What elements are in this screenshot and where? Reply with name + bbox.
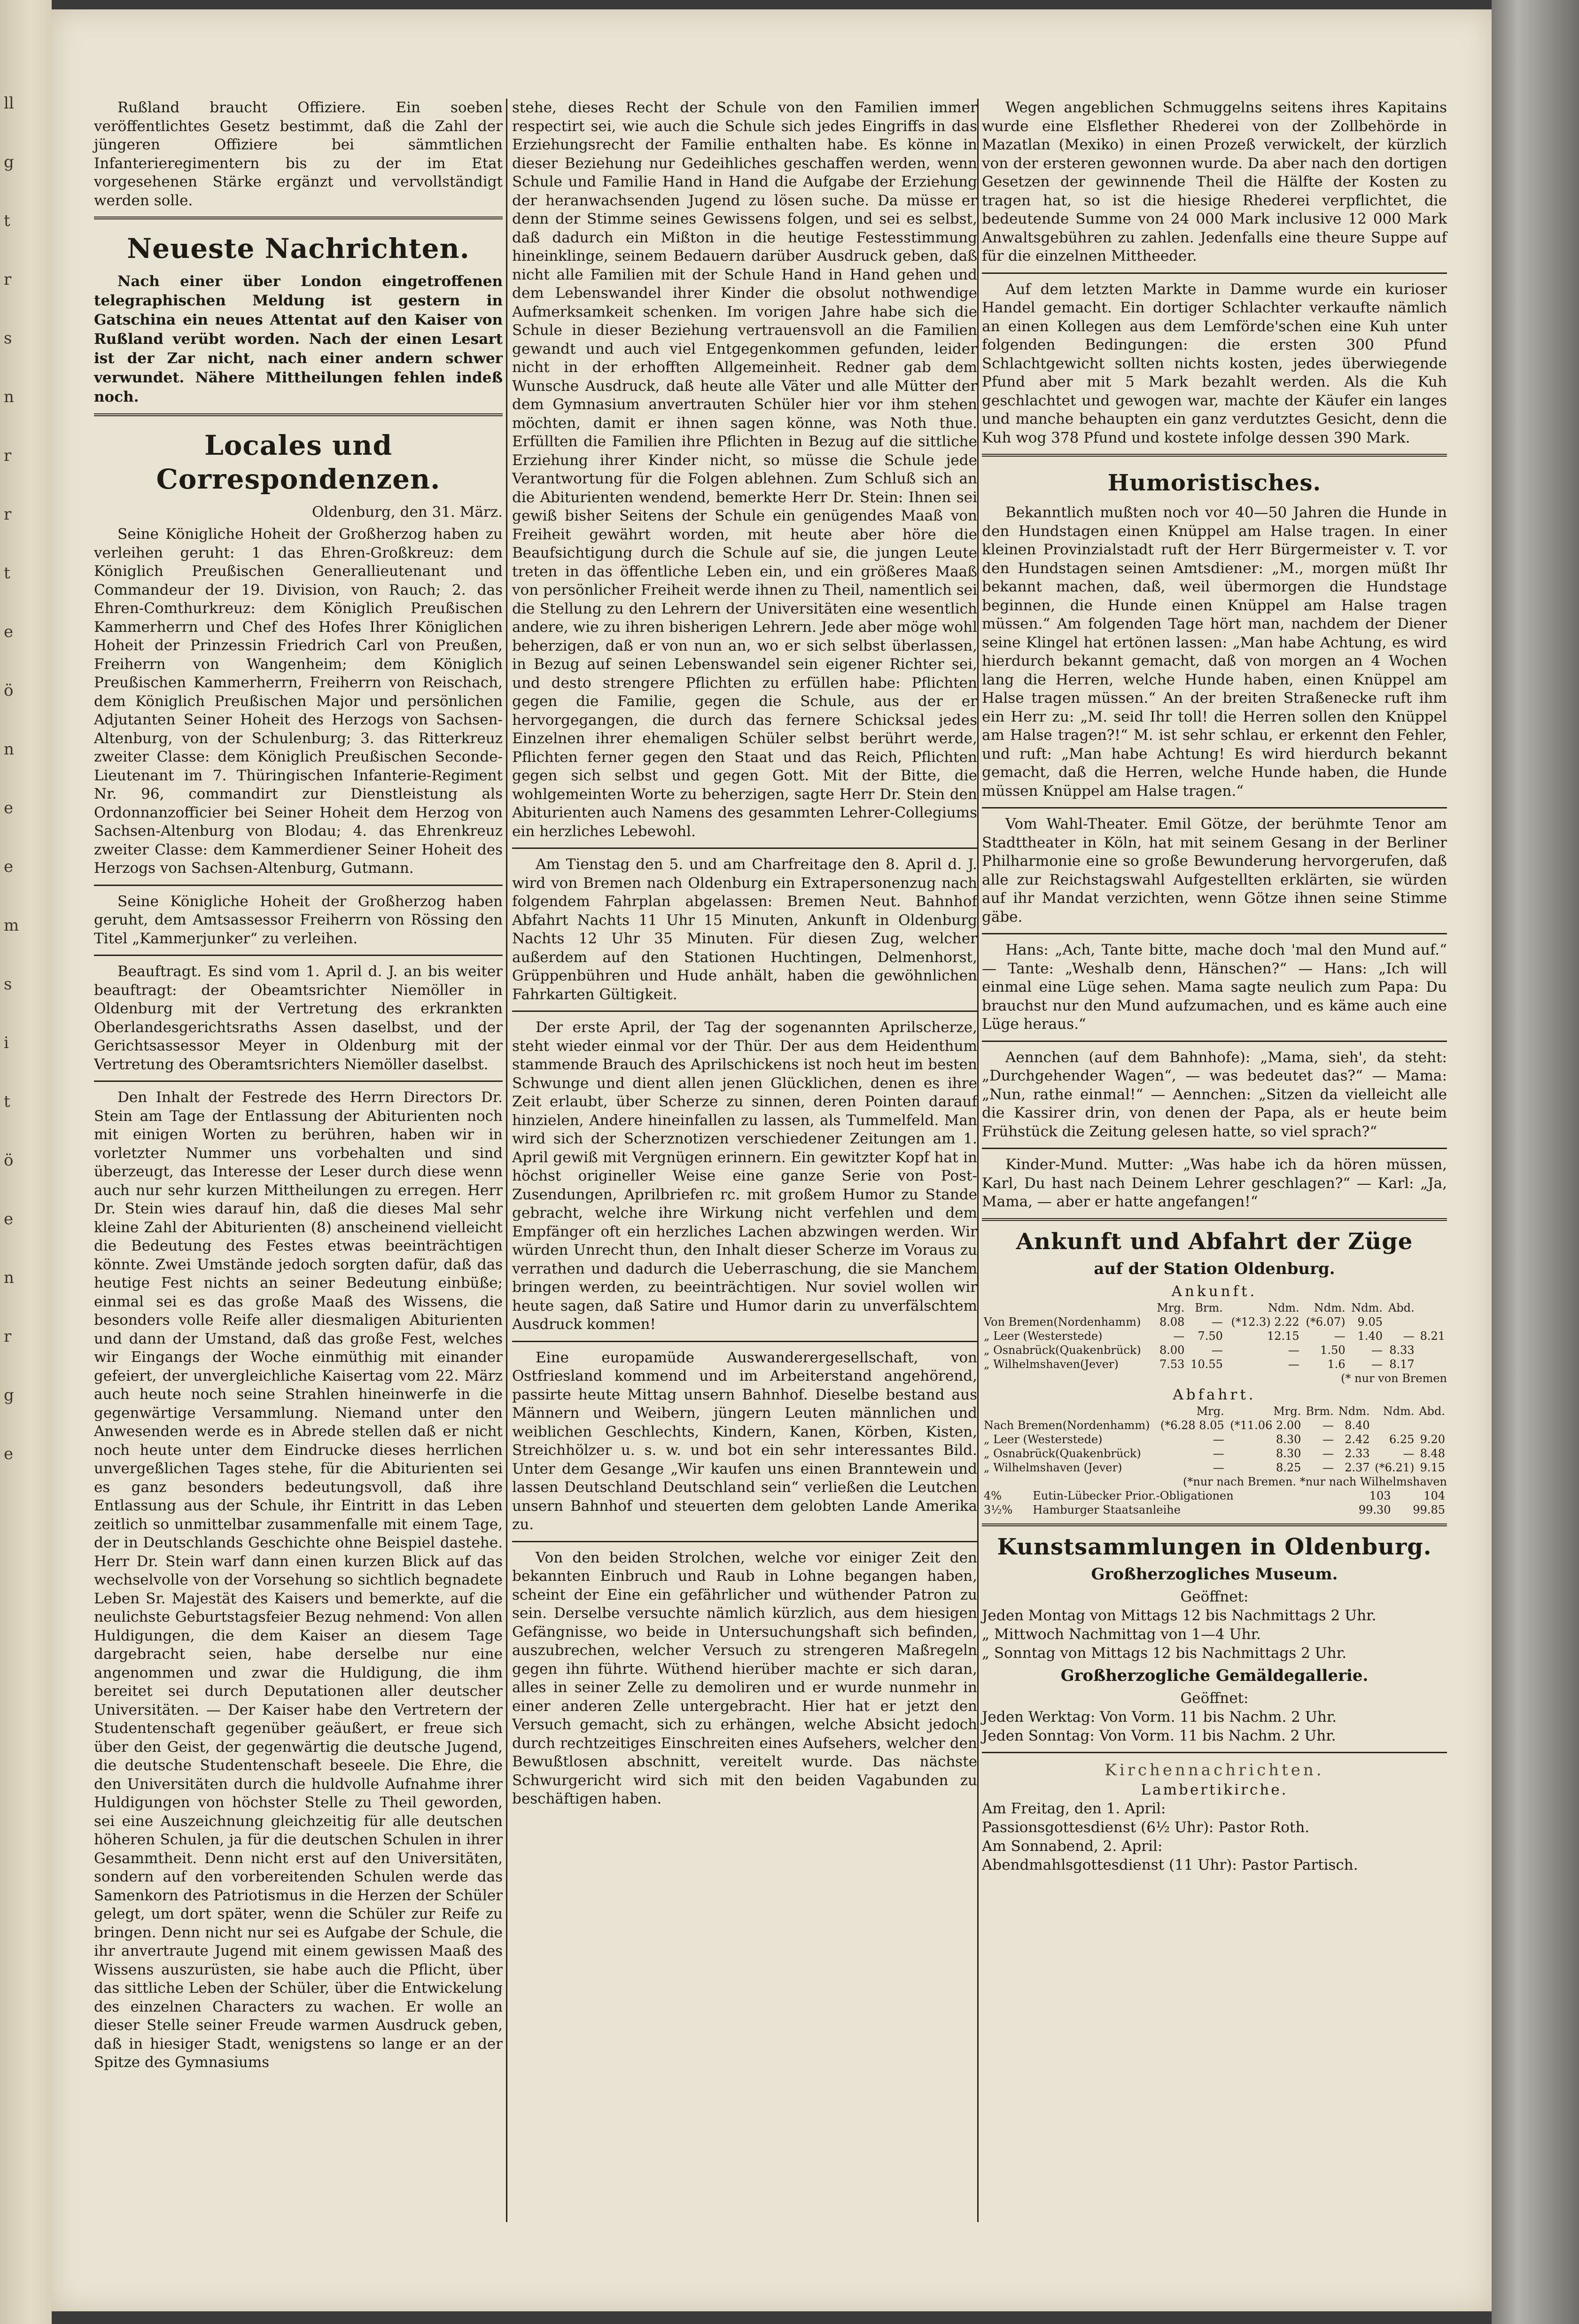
article-festrede-continued: stehe, dieses Recht der Schule von den Familien immer respectirt sei, wie auch die Schule sich jedes Eingriffs in das Erziehungsrecht der Familie enthalten habe. Es könne in dieser Beziehung nur Gedeihliches geschaffen werden, wenn Schule und Familie Hand in Hand die Aufgabe der Erziehung der heranwachsenden Jugend zu lösen suche. Da müsse er denn der Stimme seines Gewissens folgen, und sei es selbst, daß dadurch ein Mißton in die heutige Festesstimmung hineinklinge, seinem Bedauern darüber Ausdruck geben, daß nicht alle Familien mit der Schule Hand in Hand gehen und dem Lebenswandel ihrer Kinder die obsolut nothwendige Aufmerksamkeit schenken. Im vorigen Jahre habe sich die Schule in dieser Beziehung vertrauensvoll an die Familien gewandt und auch viel Entgegenkommen gefunden, leider nicht in der erhofften Allgemeinheit. Redner gab dem Wunsche Ausdruck, daß heute alle Väter und alle Mütter der dem Gymnasium anvertrauten Schüler hier vor ihm stehen möchten, damit er ihnen sagen könne, was Noth thue. Erfüllten die Familien ihre Pflichten in Bezug auf die sittliche Erziehung ihrer Kinder nicht, so müsse die Schule jede Verantwortung für die Folgen ablehnen. Zum Schluß sich an die Abiturienten wendend, bemerkte Herr Dr. Stein: Ihnen sei gewiß bisher Seitens der Schule ein genügendes Maaß von Freiheit gewährt worden, mit heute aber höre die Beaufsichtigung durch die Schule auf sie, die jungen Leute treten in das öffentliche Leben ein, und ein größeres Maaß von persönlicher Freiheit werde ihnen zu Theil, namentlich sei die Stellung zu den Lehrern der Universitäten eine wesentlich andere, wie zu ihren bisherigen Lehrern. Jede aber möge wohl beherzigen, daß er von nun an, wo er sich selbst überlassen, in Bezug auf seinen Lebenswandel sein eigener Richter sei, und desto strengere Pflichten zu erfüllen habe: Pflichten gegen die Familie, gegen die Schule, aus der er hervorgegangen, die durch das fernere Schicksal jedes Einzelnen ihrer ehemaligen Schüler selbst berührt werde, Pflichten ferner gegen den Staat und das Reich, Pflichten gegen sich selbst und gegen Gott. Mit der Bitte, die wohlgemeinten Worte zu beherzigen, sagte Herr Dr. Stein den Abiturienten auch Namens des gesammten Lehrer-Collegiums ein herzliches Lebewohl. [512, 99, 977, 840]
adjacent-page-fragment: t [4, 211, 10, 230]
divider [982, 1523, 1447, 1526]
subheading-station: auf der Station Oldenburg. [1094, 1259, 1335, 1278]
adjacent-page-fragment: n [4, 388, 14, 406]
bond-cell: 99.30 [1358, 1503, 1391, 1516]
timetable-header-cell: Ndm. [1383, 1404, 1415, 1418]
article-kammerjunker: Seine Königliche Hoheit der Großherzog haben geruht, dem Amtsassessor Freiherrn von Rössing den Titel „Kammerjunker“ zu verleihen. [94, 893, 503, 947]
timetable-time: (*6.07) [1306, 1315, 1346, 1329]
timetable-time: — [1173, 1329, 1185, 1343]
arrival-timetable [982, 1301, 1447, 1371]
timetable-header [982, 1404, 1447, 1418]
timetable-station: „ Osnabrück(Quakenbrück) [984, 1343, 1141, 1357]
timetable-time: 7.50 [1198, 1329, 1223, 1343]
adjacent-page-fragment: e [4, 857, 14, 876]
museum-hours-line: „ Mittwoch Nachmittag von 1—4 Uhr. [982, 1625, 1261, 1643]
column-rule-1 [506, 99, 507, 2222]
timetable-station: „ Leer (Westerstede) [984, 1329, 1103, 1343]
divider [94, 1080, 503, 1082]
timetable-time: (*11.06 2.00 [1230, 1418, 1301, 1432]
bond-cell: Eutin-Lübecker Prior.-Obligationen [1033, 1489, 1234, 1502]
divider [512, 1341, 977, 1342]
church-service-line: Am Sonnabend, 2. April: [982, 1837, 1163, 1855]
article-festrede: Den Inhalt der Festrede des Herrn Directors Dr. Stein am Tage der Entlassung der Abiturienten noch mit einigen Worten zu berühren, haben wir in vorletzter Nummer uns vorbehalten und sind überzeugt, das Interesse der Leser durch diese wenn auch nur sehr kurzen Mittheilungen zu erregen. Herr Dr. Stein wies darauf hin, daß die dieses Mal sehr kleine Zahl der Abiturienten (8) anscheinend vielleicht die Bedeutung des Festes etwas beeinträchtigen könnte. Zwei Umstände jedoch sorgten dafür, daß das heutige Fest nichts an seiner Bedeutung einbüße; einmal sei es das große Maaß des Wissens, die besonders volle Reife aller diesmaligen Abiturienten und dann der Umstand, daß das große Fest, welches wir Eingangs der Woche einmüthig mit einander gefeiert, der unvergleichliche Kaisertag vom 22. März auch heute noch seine Strahlen hineinwerfe in die gegenwärtige Versammlung. Niemand unter den Anwesenden werde es in Abrede stellen daß er nicht noch heute unter dem Eindrucke dieses herrlichen unvergeßlichen Tages stehe, für die Abiturienten sei es ganz besonders bedeutungsvoll, daß ihre Entlassung aus der Schule, ihr Eintritt in das Leben zeitlich so unmittelbar zusammenfalle mit einem Tage, der in Deutschlands Geschichte ohne Beispiel dastehe. Herr Dr. Stein warf dann einen kurzen Blick auf das wechselvolle von der Vorsehung so sichtlich begnadete Leben Sr. Majestät des Kaisers und bemerkte, auf die neulichste Geburtstagsfeier Bezug nehmend: Von allen Huldigungen, die dem Kaiser an diesem Tage dargebracht seien, habe derselbe nur eine angenommen und zwar die Huldigung, die ihm bereitet sei durch Deputationen aller deutscher Universitäten. — Der Kaiser habe den Vertretern der Studentenschaft gegenüber geäußert, er freue sich über den Geist, der gegenwärtig die deutsche Jugend, die deutsche Studentenschaft beseele. Die Ehre, die den Universitäten durch die huldvolle Aufnahme ihrer Huldigungen von höchster Stelle zu Theil geworden, sei eine Auszeichnung gleichzeitig für alle deutschen höheren Schulen, ja für die deutschen Schulen in ihrer Gesammtheit. Denn nicht erst auf den Universitäten, sondern auf den vorbereitenden Schulen werde das Samenkorn des Patriotismus in die Herzen der Schüler gelegt, um dort später, wenn die Schüler zur Reife zu bringen. Denn nicht nur sei es Aufgabe der Schule, die ihr anvertraute Jugend mit einem gewissen Maaß des Wissens auszurüsten, sie habe auch die Pflicht, über das sittliche Leben der Schüler, über die Entwickelung des einzelnen Characters zu wachen. Er wolle an dieser Stelle seiner Freude warmen Ausdruck geben, daß in hiesiger Stadt, wenigstens so lange er an der Spitze des Gymnasiums [94, 1089, 503, 2071]
heading-gemaeldegallerie: Großherzogliche Gemäldegallerie. [1060, 1666, 1369, 1685]
article-strolche: Von den beiden Strolchen, welche vor einiger Zeit den bekannten Einbruch und Raub in Lohne begangen haben, scheint der Eine ein gefährlicher und wüthender Patron zu sein. Derselbe versuchte nämlich kürzlich, aus dem hiesigen Gefängnisse, wo beide in Untersuchungshaft sich befinden, auszubrechen, welcher Versuch zu strengeren Maßregeln gegen ihn führte. Wüthend hierüber machte er sich daran, alles in seiner Zelle zu demoliren und er wurde nunmehr in einer anderen Zelle untergebracht. Hier hat er jetzt den Versuch gemacht, sich zu erhängen, welche Absicht jedoch durch rechtzeitiges Einschreiten eines Aufsehers, welcher den Bewußtlosen abschnitt, vereitelt wurde. Das nächste Schwurgericht wird sich mit den beiden Vagabunden zu beschäftigen haben. [512, 1549, 977, 1807]
adjacent-page-fragment: n [4, 740, 14, 759]
timetable-time: — [1371, 1343, 1383, 1357]
church-services [982, 1799, 1447, 1874]
timetable-time: — [1211, 1315, 1223, 1329]
timetable-header-cell: Mrg. [1273, 1404, 1301, 1418]
departure-row [982, 1418, 1447, 1432]
divider [94, 217, 503, 219]
departure-row [982, 1446, 1447, 1461]
timetable-time: 9.15 [1420, 1461, 1445, 1474]
divider [982, 1041, 1447, 1042]
divider [94, 955, 503, 956]
timetable-time: 8.48 [1420, 1446, 1445, 1460]
timetable-time: 8.33 [1389, 1343, 1415, 1357]
article-aprilscherze: Der erste April, der Tag der sogenannten Aprilscherze, steht wieder einmal vor der Thür. Der aus dem Heidenthum stammende Brauch des Aprilschickens ist noch heut im besten Schwunge und dient allen jenen Glücklichen, denen es ihre Zeit erlaubt, über Scherze zu sinnen, deren Pointen darauf hinzielen, Andere hineinfallen zu lassen, als Tummelfeld. Man wird sich der Scherznotizen verschiedener Zeitungen am 1. April gewiß mit Vergnügen erinnern. Ein gewitzter Kopf hat in höchst origineller Weise eine ganze Serie von Post-Zusendungen, Aprilbriefen rc. mit großem Humor zu Stande gebracht, welche ihre Wirkung nicht verfehlen und dem Empfänger oft ein herzliches Lachen abzwingen werden. Wir würden Unrecht thun, den Inhalt dieser Scherze im Voraus zu verrathen und dadurch die Ueberraschung, die sie Manchem bringen werden, zu beeinträchtigen. Nur soviel wollen wir heute sagen, daß Satire und Humor darin zu unverfälschtem Ausdruck kommen! [512, 1019, 977, 1333]
timetable-time: 9.20 [1420, 1432, 1445, 1446]
timetable-time: — [1322, 1446, 1334, 1460]
timetable-time: 10.55 [1190, 1357, 1223, 1371]
article-extrazug: Am Tienstag den 5. und am Charfreitage den 8. April d. J. wird von Bremen nach Oldenburg ein Extrapersonenzug nach folgendem Fahrplan abgelassen: Bremen Neut. Bahnhof Abfahrt Nachts 11 Uhr 15 Minuten, Ankunft in Oldenburg Nachts 12 Uhr 35 Minuten. Für diesen Zug, welcher außerdem auf den Stationen Huchtingen, Delmenhorst, Grüppenbühren und Hude anhält, haben die gewöhnlichen Fahrkarten Gültigkeit. [512, 856, 977, 1003]
timetable-time: (*12.3) 2.22 [1231, 1315, 1299, 1329]
timetable-time: 8.30 [1276, 1446, 1301, 1460]
label-geoeffnet: Geöffnet: [1180, 1689, 1249, 1707]
subheading-lambertikirche: Lambertikirche. [1141, 1781, 1288, 1798]
divider [982, 1752, 1447, 1753]
arrival-row [982, 1315, 1447, 1329]
label-abfahrt: Abfahrt. [1173, 1386, 1256, 1403]
church-service-line: Am Freitag, den 1. April: [982, 1800, 1166, 1817]
dateline: Oldenburg, den 31. März. [311, 504, 503, 521]
timetable-time: 1.6 [1327, 1357, 1346, 1371]
timetable-time: 8.21 [1420, 1329, 1445, 1343]
timetable-header-cell: Abd. [1419, 1404, 1445, 1418]
divider [512, 847, 977, 849]
heading-museum: Großherzogliches Museum. [1091, 1564, 1338, 1584]
bond-cell: 3½% [984, 1503, 1013, 1516]
timetable-time: — [1213, 1461, 1224, 1474]
column-3 [982, 99, 1447, 1874]
church-service-line: Abendmahlsgottesdienst (11 Uhr): Pastor Partisch. [982, 1856, 1358, 1873]
adjacent-page-fragment: e [4, 622, 14, 641]
timetable-time: — [1322, 1432, 1334, 1446]
timetable-time: — [1211, 1343, 1223, 1357]
timetable-header-cell: Brm. [1195, 1301, 1223, 1314]
column-2 [512, 99, 977, 1813]
adjacent-page-fragment: r [4, 505, 12, 524]
gallery-hours [982, 1708, 1447, 1745]
timetable-time: — [1213, 1432, 1224, 1446]
adjacent-page-fragment: t [4, 1092, 10, 1111]
page-edge [1492, 0, 1579, 2324]
timetable-header-cell: Abd. [1388, 1301, 1415, 1314]
timetable-time: 12.15 [1267, 1329, 1299, 1343]
timetable-time: (*6.21) [1375, 1461, 1415, 1474]
column-1 [94, 99, 503, 2077]
timetable-time: — [1403, 1329, 1415, 1343]
adjacent-page-fragment: r [4, 446, 12, 465]
adjacent-page-fragment: n [4, 1268, 14, 1287]
arrival-row [982, 1343, 1447, 1357]
bond-cell: 99.85 [1413, 1503, 1445, 1516]
article-auswanderer: Eine europamüde Auswanderergesellschaft, von Ostfriesland kommend und im Arbeiterstand angehörend, passirte heute Mittag unsern Bahnhof. Dieselbe bestand aus Männern und Weibern, jüngern Leuten männlichen und weiblichen Geschlechts, Kindern, Kanen, Körben, Kisten, Streichhölzer u. s. w. und bot ein sehr interessantes Bild. Unter dem Gesange „Wir kaufen uns einen Branntewein und lassen Deutschland Deutschland sein“ verließen die Leutchen unsern Bahnhof und steuerten dem gelobten Lande Amerika zu. [512, 1349, 977, 1533]
heading-zuege: Ankunft und Abfahrt der Züge [1016, 1228, 1413, 1255]
adjacent-page-fragment: s [4, 975, 12, 994]
timetable-time: 1.50 [1320, 1343, 1346, 1357]
article-offiziere: Rußland braucht Offiziere. Ein soeben veröffentlichtes Gesetz bestimmt, daß die Zahl der jüngeren Offiziere bei sämmtlichen Infanterieregimentern bis zu der im Etat vorgesehenen Stärke ergänzt und vervollständigt werden solle. [94, 99, 503, 209]
adjacent-page-fragment: ö [4, 681, 14, 700]
adjacent-page-fragment: r [4, 1327, 12, 1346]
timetable-time: (*6.28 8.05 [1160, 1418, 1224, 1432]
divider [94, 885, 503, 886]
departure-row [982, 1432, 1447, 1446]
humor-durchgehender-wagen: Aennchen (auf dem Bahnhofe): „Mama, sieh', da steht: „Durchgehender Wagen“, — was bedeutet das?“ — Mama: „Nun, rathe einmal!“ — Aennchen: „Sitzen da vielleicht alle die Kassirer drin, von denen der Papa, als er heute beim Frühstück die Zeitung gelesen hatte, so viel sprach?“ [982, 1049, 1447, 1140]
divider [982, 272, 1447, 274]
timetable-header-cell [982, 1301, 1153, 1315]
article-beauftragt: Beauftragt. Es sind vom 1. April d. J. an bis weiter beauftragt: der Obeamtsrichter Niemöller in Oldenburg mit der Vertretung des erkrankten Oberlandesgerichtsraths Assen daselbst, und der Gerichtsassessor Meyer in Oldenburg mit der Vertretung des Oberamtsrichters Niemöller daselbst. [94, 963, 503, 1073]
arrival-row [982, 1329, 1447, 1343]
adjacent-page-fragment: t [4, 564, 10, 583]
departure-row [982, 1461, 1447, 1475]
timetable-time: — [1322, 1418, 1334, 1432]
divider [982, 1148, 1447, 1149]
timetable-station: „ Wilhelmshaven (Jever) [984, 1461, 1122, 1474]
humor-wahltheater: Vom Wahl-Theater. Emil Götze, der berühmte Tenor am Stadttheater in Köln, hat mit seinem Gesang in der Berliner Philharmonie eine so große Bewunderung hervorgerufen, daß alle zur Reichstagswahl Aufgestellten erklärten, sie würden auf ihr Mandat verzichten, wenn Götze ihnen seine Stimme gäbe. [982, 816, 1447, 925]
bond-cell: Hamburger Staatsanleihe [1033, 1503, 1181, 1516]
adjacent-page-fragment: g [4, 1386, 14, 1405]
timetable-time: — [1403, 1446, 1415, 1460]
arrival-footnote: (* nur von Bremen [1341, 1371, 1447, 1385]
timetable-time: — [1322, 1461, 1334, 1474]
timetable-time: 8.17 [1389, 1357, 1415, 1371]
timetable-time: 8.40 [1345, 1418, 1370, 1432]
timetable-header-cell: Brm. [1306, 1404, 1334, 1418]
adjacent-page-fragment: ö [4, 1151, 14, 1170]
timetable-time: 8.25 [1276, 1461, 1301, 1474]
timetable-header-cell: Ndm. [1314, 1301, 1346, 1314]
humor-kindermund: Kinder-Mund. Mutter: „Was habe ich da hören müssen, Karl, Du hast nach Deinem Lehrer geschlagen?“ — Karl: „Ja, Mama, — aber er hatte angefangen!“ [982, 1156, 1447, 1210]
article-ordensverleihung: Seine Königliche Hoheit der Großherzog haben zu verleihen geruht: 1 das Ehren-Großkreuz: dem Königlich Preußischen Generallieutenant und Commandeur der 19. Division, von Rauch; 2. das Ehren-Comthurkreuz: dem Königlich Preußischen Kammerherrn und Chef des Hofes Ihrer Königlichen Hoheit der Prinzessin Friedrich Carl von Preußen, Freiherrn von Wangenheim; dem Königlich Preußischen Kammerherrn, Freiherrn von Reischach, dem Königlich Preußischen Major und persönlichen Adjutanten Seiner Hoheit des Herzogs von Sachsen-Altenburg, von der Schulenburg; 3. das Ritterkreuz zweiter Classe: dem Königlich Preußischen Seconde-Lieutenant im 7. Thüringischen Infanterie-Regiment Nr. 96, commandirt zur Dienstleistung als Ordonnanzofficier bei Seiner Hoheit dem Herzog von Sachsen-Altenburg von Blodau; 4. das Ehrenkreuz zweiter Classe: dem Kammerdiener Seiner Hoheit des Herzogs von Sachsen-Altenburg, Gutmann. [94, 526, 503, 877]
heading-humoristisches: Humoristisches. [1107, 470, 1322, 496]
departure-footnote: (*nur nach Bremen. *nur nach Wilhelmshaven [1183, 1475, 1447, 1488]
timetable-time: 6.25 [1389, 1432, 1415, 1446]
adjacent-page-fragment: e [4, 799, 14, 817]
timetable-header-cell [982, 1404, 1157, 1418]
divider [94, 413, 503, 416]
timetable-time: — [1213, 1446, 1224, 1460]
timetable-header-cell: Mrg. [1196, 1404, 1224, 1418]
adjacent-page-fragment: r [4, 270, 12, 289]
adjacent-page-fragment: ll [4, 94, 14, 113]
timetable-time: 2.33 [1345, 1446, 1370, 1460]
article-kurioser-handel: Auf dem letzten Markte in Damme wurde ein kurioser Handel gemacht. Ein dortiger Schlachter verkaufte nämlich an einen Kollegen aus dem Lemförde'schen eine Kuh unter folgenden Bedingungen: die ersten 300 Pfund Schlachtgewicht sollten nichts kosten, jedes überwiegende Pfund aber mit 5 Mark bezahlt werden. Als die Kuh geschlachtet und gewogen war, machte der Käufer ein langes und manche behaupten ein ganz verdutztes Gesicht, denn die Kuh wog 378 Pfund und kostete infolge dessen 390 Mark. [982, 280, 1447, 446]
heading-locales: Locales und Correspondenzen. [156, 429, 441, 495]
timetable-time: — [1288, 1357, 1299, 1371]
timetable-time: 8.00 [1159, 1343, 1185, 1357]
timetable-header-cell: Mrg. [1157, 1301, 1185, 1314]
gallery-hours-line: Jeden Werktag: Von Vorm. 11 bis Nachm. 2 Uhr. [982, 1708, 1337, 1726]
adjacent-page-fragment: m [4, 916, 19, 935]
bond-row [982, 1503, 1447, 1517]
timetable-header-cell: Ndm. [1351, 1301, 1383, 1314]
bond-cell: 4% [984, 1489, 1002, 1502]
timetable-time: — [1334, 1329, 1346, 1343]
adjacent-page-fragment: g [4, 153, 14, 171]
divider [512, 1541, 977, 1542]
museum-hours-line: „ Sonntag von Mittags 12 bis Nachmittags 2 Uhr. [982, 1644, 1347, 1662]
divider [982, 933, 1447, 934]
timetable-station: „ Osnabrück(Quakenbrück) [984, 1446, 1141, 1460]
adjacent-page-fragment: i [4, 1034, 9, 1052]
adjacent-page-strip [0, 0, 52, 2324]
bond-cell: 104 [1423, 1489, 1445, 1502]
timetable-time: 2.37 [1345, 1461, 1370, 1474]
church-service-line: Passionsgottesdienst (6½ Uhr): Pastor Roth. [982, 1819, 1310, 1836]
timetable-station: „ Wilhelmshaven(Jever) [984, 1357, 1119, 1371]
adjacent-page-fragment: e [4, 1210, 14, 1228]
gallery-hours-line: Jeden Sonntag: Von Vorm. 11 bis Nachm. 2 Uhr. [982, 1727, 1336, 1744]
heading-kirchennachrichten: Kirchennachrichten. [1105, 1760, 1324, 1780]
timetable-time: — [1371, 1357, 1383, 1371]
heading-kunstsammlungen: Kunstsammlungen in Oldenburg. [997, 1533, 1432, 1560]
timetable-time: — [1288, 1343, 1299, 1357]
humor-luege: Hans: „Ach, Tante bitte, mache doch 'mal den Mund auf.“ — Tante: „Weshalb denn, Hänschen?“ — Hans: „Ich will einmal eine Lüge sehen. Mama sagte neulich zum Papa: Du brauchst nur den Mund aufzumachen, und es käme auch eine Lüge heraus.“ [982, 941, 1447, 1033]
timetable-time: 8.08 [1159, 1315, 1185, 1329]
article-schmuggel: Wegen angeblichen Schmuggelns seitens ihres Kapitains wurde eine Elsflether Rhederei von der Zollbehörde in Mazatlan (Mexiko) in einen Prozeß verwickelt, der kürzlich von der ersteren gewonnen wurde. Da aber nach den dortigen Gesetzen der gewinnende Theil die Hälfte der Kosten zu tragen hat, so ist die hiesige Rhederei verpflichtet, die bedeutende Summe von 24 000 Mark inclusive 12 000 Mark Anwaltsgebühren zu zahlen. Jedenfalls eine theure Suppe auf für die einzelnen Mittheeder. [982, 99, 1447, 264]
timetable-time: 2.42 [1345, 1432, 1370, 1446]
timetable-header-cell: Ndm. [1338, 1404, 1370, 1418]
label-geoeffnet: Geöffnet: [1180, 1588, 1249, 1605]
divider [982, 454, 1447, 457]
heading-neueste-nachrichten: Neueste Nachrichten. [127, 233, 470, 264]
timetable-time: 7.53 [1159, 1357, 1185, 1371]
column-rule-2 [977, 99, 979, 2222]
bond-cell: 103 [1369, 1489, 1391, 1502]
divider [982, 1218, 1447, 1221]
bond-row [982, 1489, 1447, 1503]
timetable-header-cell: Ndm. [1268, 1301, 1299, 1314]
divider [982, 807, 1447, 808]
article-attentat: Nach einer über London eingetroffenen telegraphischen Meldung ist gestern in Gatschina ein neues Attentat auf den Kaiser von Rußland verübt worden. Nach der einen Lesart ist der Zar nicht, nach einer andern schwer verwundet. Nähere Mittheilungen fehlen indeß noch. [94, 273, 503, 405]
timetable-station: „ Leer (Westerstede) [984, 1432, 1103, 1446]
timetable-time: 8.30 [1276, 1432, 1301, 1446]
bond-quotes [982, 1489, 1447, 1517]
timetable-time: 1.40 [1357, 1329, 1383, 1343]
adjacent-page-fragment: s [4, 329, 12, 348]
timetable-header [982, 1301, 1447, 1315]
adjacent-page-fragment: e [4, 1445, 14, 1463]
museum-hours [982, 1606, 1447, 1663]
humor-knueppel: Bekanntlich mußten noch vor 40—50 Jahren die Hunde in den Hundstagen einen Knüppel am Halse tragen. In einer kleinen Provinzialstadt ruft der Herr Bürgermeister v. T. vor den Hundstagen seinen Amtsdiener: „M., morgen müßt Ihr bekannt machen, daß, weil übermorgen die Hundstage beginnen, die Hunde einen Knüppel am Halse tragen müssen.“ Am folgenden Tage hört man, nachdem der Diener seine Klingel hat ertönen lassen: „Man habe Achtung, es wird hierdurch bekannt gemacht, daß von morgen an 4 Wochen lang die Herren, welche Hunde haben, einen Knüppel am Halse tragen müssen.“ An der breiten Straßenecke ruft ihm ein Herr zu: „M. seid Ihr toll! die Herren sollen den Knüppel am Halse tragen?!“ M. ist sehr schlau, er erkennt den Fehler, und ruft: „Man habe Achtung! Es wird hierdurch bekannt gemacht, daß die Herren, welche Hunde haben, die Hunde müssen Knüppel am Halse tragen.“ [982, 504, 1447, 800]
timetable-time: 9.05 [1357, 1315, 1383, 1329]
divider [512, 1010, 977, 1012]
departure-timetable [982, 1404, 1447, 1475]
label-ankunft: Ankunft. [1171, 1282, 1258, 1300]
arrival-row [982, 1357, 1447, 1371]
timetable-station: Von Bremen(Nordenhamm) [984, 1315, 1141, 1329]
timetable-station: Nach Bremen(Nordenhamm) [984, 1418, 1150, 1432]
museum-hours-line: Jeden Montag von Mittags 12 bis Nachmittags 2 Uhr. [982, 1607, 1377, 1624]
